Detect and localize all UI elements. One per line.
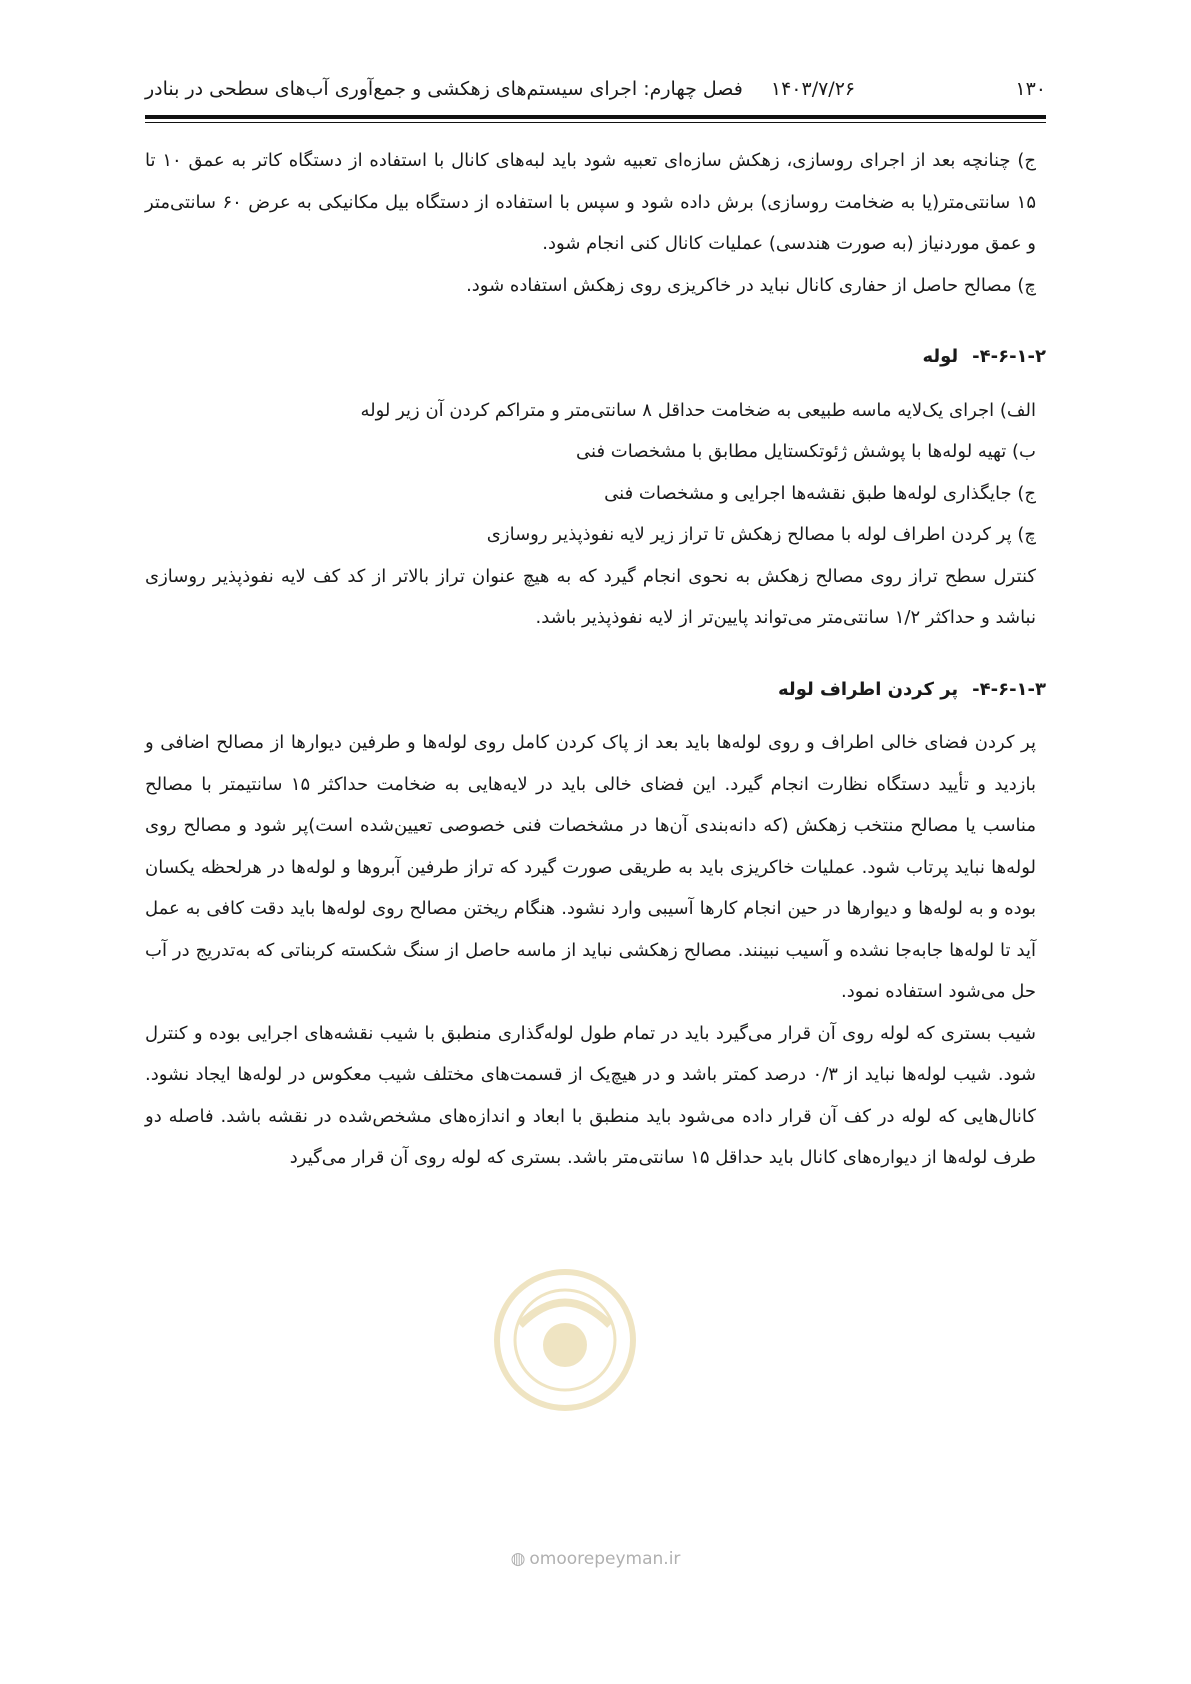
paragraph-slope: شیب بستری که لوله روی آن قرار می‌گیرد باید در تمام طول لوله‌گذاری منطبق با شیب نقشه‌های اجرایی بوده و کنترل شود. شیب لوله‌ها نباید از ۰/۳ درصد کمتر باشد و در هیچ‌یک از قسمت‌های مختلف شیب معکوس در لوله‌ها ایجاد نشود. کانال‌هایی که لوله در کف آن قرار داده می‌شود باید منطبق با ابعاد و اندازه‌های مشخص‌شده در نقشه باشد. فاصله دو طرف لوله‌ها از دیواره‌های کانال باید حداقل ۱۵ سانتی‌متر باشد. بستری که لوله روی آن قرار می‌گیرد (145, 1022, 1037, 1168)
header-date: ۱۴۰۳/۷/۲۶ (770, 78, 856, 100)
site-url: omoorepeyman.ir (529, 1549, 681, 1569)
list-item: ج) جایگذاری لوله‌ها طبق نقشه‌ها اجرایی و مشخصات فنی (604, 482, 1036, 504)
header-rule-thin (145, 122, 1046, 123)
section-title: لوله (922, 346, 959, 367)
chapter-title: فصل چهارم: اجرای سیستم‌های زهکشی و جمع‌آوری آب‌های سطحی در بنادر (145, 78, 743, 100)
paragraph-backfill: پر کردن فضای خالی اطراف و روی لوله‌ها باید بعد از پاک کردن کامل روی لوله‌ها و طرفین دیوارها از مصالح اضافی و بازدید و تأیید دستگاه نظارت انجام گیرد. این فضای خالی باید در لایه‌هایی به ضخامت حداکثر ۱۵ سانتیمتر با مصالح مناسب یا مصالح منتخب زهکش (که دانه‌بندی آن‌ها در مشخصات فنی خصوصی تعیین‌شده است)پر شود و مصالح روی لوله‌ها نباید پرتاب شود. عملیات خاکریزی باید به طریقی صورت گیرد که تراز طرفین آبروها و لوله‌ها در هرلحظه یکسان بوده و به لوله‌ها و دیوارها در حین انجام کارها آسیبی وارد نشود. هنگام ریختن مصالح روی لوله‌ها باید دقت کافی به عمل آید تا لوله‌ها جابه‌جا نشده و آسیب نبینند. مصالح زهکشی نباید از ماسه حاصل از سنگ شکسته کربناتی که به‌تدریج در آب حل می‌شود استفاده نمود. (145, 732, 1036, 1002)
page-header (145, 72, 1046, 112)
list-item: چ) پر کردن اطراف لوله با مصالح زهکش تا تراز زیر لایه نفوذپذیر روسازی (486, 524, 1036, 545)
footer-watermark (0, 1549, 1191, 1569)
list-item: الف) اجرای یک‌لایه ماسه طبیعی به ضخامت حداقل ۸ سانتی‌متر و متراکم کردن آن زیر لوله (360, 399, 1036, 421)
running-header (145, 78, 855, 100)
body-text (145, 140, 1046, 1179)
paragraph-level-control: کنترل سطح تراز روی مصالح زهکش به نحوی انجام گیرد که به هیچ عنوان تراز بالاتر از کد کف لایه نفوذپذیر روسازی نباشد و حداکثر ۱/۲ سانتی‌متر می‌تواند پایین‌تر از لایه نفوذپذیر باشد. (145, 565, 1036, 628)
page-number: ۱۳۰ (1015, 78, 1046, 100)
list-item: ب) تهیه لوله‌ها با پوشش ژئوتکستایل مطابق با مشخصات فنی (576, 441, 1036, 462)
section-number: ۴-۶-۱-۳- (972, 678, 1046, 700)
section-heading-pipe (145, 336, 1046, 378)
paragraph-jeem: ج) چنانچه بعد از اجرای روسازی، زهکش سازه‌ای تعبیه شود باید لبه‌های کانال با استفاده از دستگاه کاتر به عمق ۱۰ تا ۱۵ سانتی‌متر(یا به ضخامت روسازی) برش داده شود و سپس با استفاده از دستگاه بیل مکانیکی به عرض ۶۰ سانتی‌متر و عمق موردنیاز (به صورت هندسی) عملیات کانال کنی انجام شود. (145, 150, 1036, 254)
paragraph-che: چ) مصالح حاصل از حفاری کانال نباید در خاکریزی روی زهکش استفاده شود. (466, 274, 1036, 296)
section-title: پر کردن اطراف لوله (778, 678, 959, 700)
section-heading-fill (145, 669, 1046, 711)
watermark-logo (490, 1265, 640, 1415)
section-number: ۴-۶-۱-۲- (972, 346, 1046, 367)
header-rule-thick (145, 115, 1046, 119)
globe-icon: ◍ (510, 1549, 526, 1569)
